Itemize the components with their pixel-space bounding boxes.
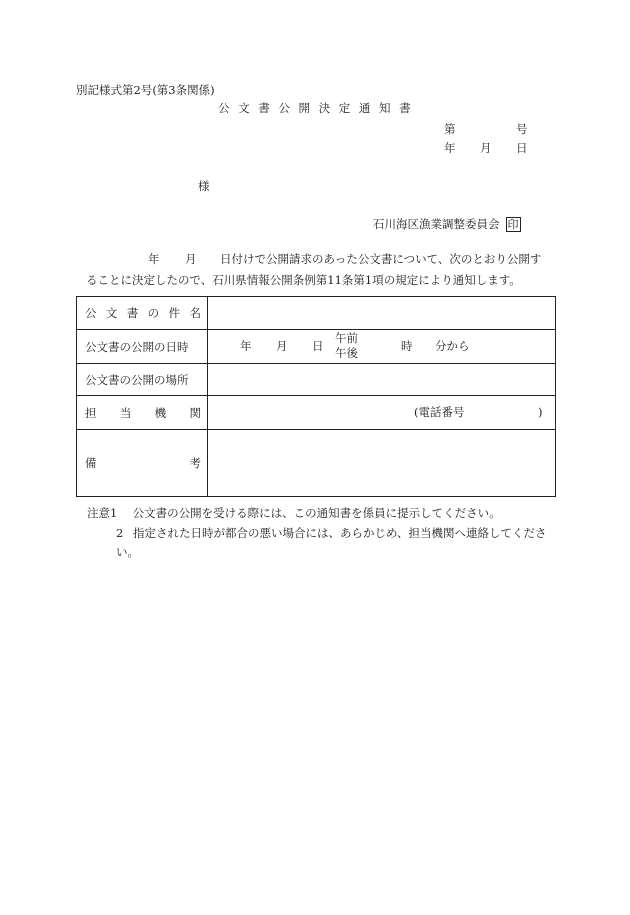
seal-mark: 印 xyxy=(507,218,519,231)
label-disclosure-place: 公文書の公開の場所 xyxy=(77,364,208,396)
label-disclosure-datetime: 公文書の公開の日時 xyxy=(77,330,208,364)
note-1-number: 注意1 xyxy=(87,506,118,520)
date-day: 日 xyxy=(516,141,528,155)
issuer xyxy=(373,217,521,232)
document-title-text: 公文書公開決定通知書 xyxy=(218,101,420,115)
value-disclosure-datetime xyxy=(208,330,556,364)
label-document-title: 公 文 書 の 件 名 xyxy=(85,306,201,320)
note-1-text: 公文書の公開を受ける際には、この通知書を係員に提示してください。 xyxy=(132,506,501,520)
table-row-place xyxy=(77,364,556,396)
note-2-text-line-2: い。 xyxy=(116,545,139,559)
value-remarks xyxy=(208,430,556,497)
table-row-datetime xyxy=(77,330,556,364)
note-2-text-line-1: 指定された日時が都合の悪い場合には、あらかじめ、担当機関へ連絡してくださ xyxy=(133,526,547,540)
document-number-prefix: 第 xyxy=(444,122,456,136)
table-row-remarks xyxy=(77,430,556,497)
datetime-year: 年 xyxy=(240,339,252,353)
note-1 xyxy=(87,508,501,520)
datetime-day: 日 xyxy=(312,339,324,353)
phone-number-label: (電話番号 xyxy=(414,405,465,419)
issuer-name: 石川海区漁業調整委員会 xyxy=(373,217,500,231)
phone-number-close: ) xyxy=(538,405,543,419)
body-year: 年 xyxy=(148,252,160,266)
date-month: 月 xyxy=(480,141,492,155)
table-row-title xyxy=(77,297,556,330)
label-remarks: 備 考 xyxy=(85,456,201,470)
table-row-agency xyxy=(77,396,556,430)
body-line-2: ることに決定したので、石川県情報公開条例第11条第1項の規定により通知します。 xyxy=(86,273,521,287)
datetime-hour: 時 xyxy=(401,339,413,353)
datetime-am: 午前 xyxy=(335,331,358,345)
label-responsible-agency: 担 当 機 関 xyxy=(85,405,201,420)
value-responsible-agency xyxy=(208,396,556,430)
value-disclosure-place xyxy=(208,364,556,396)
note-2-number: 2 xyxy=(116,526,124,540)
datetime-month: 月 xyxy=(276,339,288,353)
body-month: 月 xyxy=(185,252,197,266)
value-document-title xyxy=(208,297,556,330)
recipient-honorific: 様 xyxy=(198,179,210,193)
body-line-1: 日付けで公開請求のあった公文書について、次のとおり公開す xyxy=(220,252,542,266)
date-year: 年 xyxy=(444,141,456,155)
document-number-suffix: 号 xyxy=(516,122,528,136)
datetime-minute-from: 分から xyxy=(435,339,470,353)
disclosure-table xyxy=(76,296,556,497)
datetime-pm: 午後 xyxy=(335,346,358,360)
document-title xyxy=(218,103,419,115)
form-reference: 別記様式第2号(第3条関係) xyxy=(76,83,215,97)
